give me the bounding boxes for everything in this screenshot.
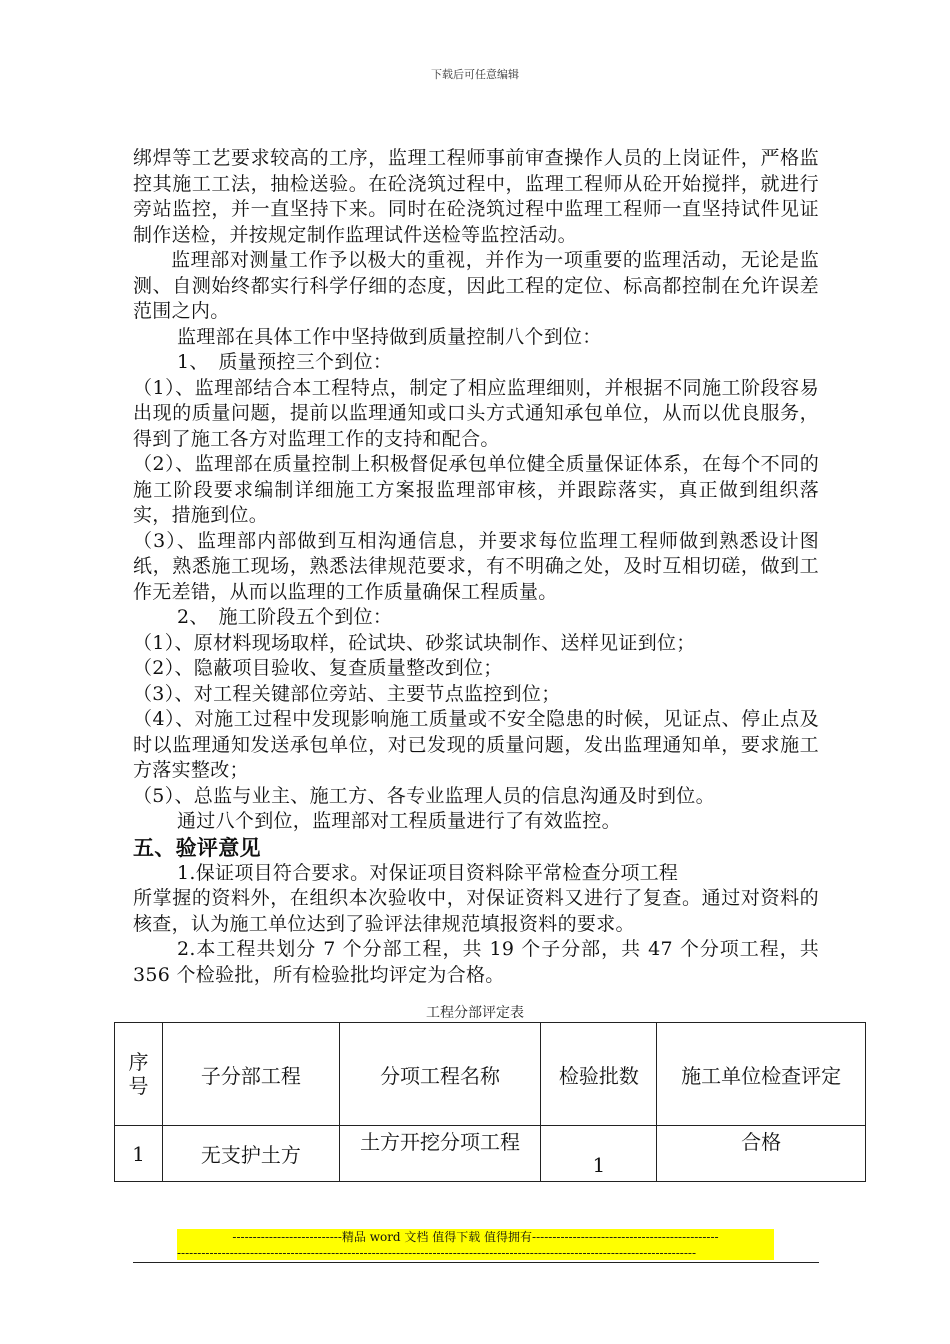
cell-batch-count: 1 xyxy=(541,1126,657,1182)
header-cell-item-name: 分项工程名称 xyxy=(339,1023,541,1126)
header-cell-assessment: 施工单位检查评定 xyxy=(657,1023,866,1126)
cell-item-name: 土方开挖分项工程 xyxy=(339,1126,541,1182)
header-cell-index: 序号 xyxy=(115,1023,163,1126)
table-header-row xyxy=(115,1023,866,1126)
paragraph-eval-1b: 所掌握的资料外，在组织本次验收中，对保证资料又进行了复查。通过对资料的核查，认为施工单位达到了验评法律规范填报资料的要求。 xyxy=(133,887,819,935)
table-title: 工程分部评定表 xyxy=(426,1005,524,1021)
document-body xyxy=(133,146,819,988)
item-1-1: （1）、监理部结合本工程特点，制定了相应监理细则，并根据不同施工阶段容易出现的质量问题，提前以监理通知或口头方式通知承包单位，从而以优良服务，得到了施工各方对监理工作的支持和配合。 xyxy=(133,376,819,450)
section-2-title: 2、 施工阶段五个到位： xyxy=(177,606,393,628)
table-row xyxy=(115,1126,866,1182)
paragraph-eval-2: 2.本工程共划分 7 个分部工程，共 19 个子分部，共 47 个分项工程，共 356 个检验批，所有检验批均评定为合格。 xyxy=(133,938,819,986)
header-cell-batch-count: 检验批数 xyxy=(541,1023,657,1126)
paragraph-eval-1a: 1.保证项目符合要求。对保证项目资料除平常检查分项工程 xyxy=(177,861,679,884)
item-2-5: （5）、总监与业主、施工方、各专业监理人员的信息沟通及时到位。 xyxy=(133,784,715,807)
section-heading-5: 五、验评意见 xyxy=(133,834,261,860)
item-2-4: （4）、对施工过程中发现影响施工质量或不安全隐患的时候，见证点、停止点及时以监理通知发送承包单位，对已发现的质量问题，发出监理通知单，要求施工方落实整改； xyxy=(133,708,819,781)
cell-index: 1 xyxy=(115,1126,163,1182)
item-2-3: （3）、对工程关键部位旁站、主要节点监控到位； xyxy=(133,682,561,705)
footer-rule xyxy=(133,1262,819,1263)
paragraph-3: 监理部在具体工作中坚持做到质量控制八个到位： xyxy=(177,325,602,348)
paragraph-2: 监理部对测量工作予以极大的重视，并作为一项重要的监理活动，无论是监测、自测始终都实行科学仔细的态度，因此工程的定位、标高都控制在允许误差范围之内。 xyxy=(133,249,819,322)
page-header: 下载后可任意编辑 xyxy=(431,68,519,81)
header-cell-sub-division: 子分部工程 xyxy=(162,1023,339,1126)
cell-sub-division: 无支护土方 xyxy=(162,1126,339,1182)
section-1-title: 1、 质量预控三个到位： xyxy=(177,351,393,373)
item-2-2: （2）、隐蔽项目验收、复查质量整改到位； xyxy=(133,657,503,679)
footer-dashes: -------------------------------------------------------------------------------------------------------------------------------- xyxy=(177,1246,774,1260)
footer-banner: ---------------------------精品 word 文档 值得下载 值得拥有---------------------------------------------- xyxy=(177,1229,774,1246)
item-2-1: （1）、原材料现场取样，砼试块、砂浆试块制作、送样见证到位； xyxy=(133,631,696,654)
evaluation-table xyxy=(114,1022,866,1182)
cell-assessment: 合格 xyxy=(657,1126,866,1182)
item-1-3: （3）、监理部内部做到互相沟通信息，并要求每位监理工程师做到熟悉设计图纸，熟悉施工现场，熟悉法律规范要求，有不明确之处，及时互相切磋，做到工作无差错，从而以监理的工作质量确保工程质量。 xyxy=(133,529,819,603)
paragraph-1: 绑焊等工艺要求较高的工序，监理工程师事前审查操作人员的上岗证件，严格监控其施工工法，抽检送验。在砼浇筑过程中，监理工程师从砼开始搅拌，就进行旁站监控，并一直坚持下来。同时在砼浇筑过程中监理工程师一直坚持试件见证制作送检，并按规定制作监理试件送检等监控活动。 xyxy=(133,147,819,246)
item-1-2: （2）、监理部在质量控制上积极督促承包单位健全质量保证体系，在每个不同的施工阶段要求编制详细施工方案报监理部审核，并跟踪落实，真正做到组织落实，措施到位。 xyxy=(133,453,819,526)
paragraph-summary: 通过八个到位，监理部对工程质量进行了有效监控。 xyxy=(177,810,621,832)
